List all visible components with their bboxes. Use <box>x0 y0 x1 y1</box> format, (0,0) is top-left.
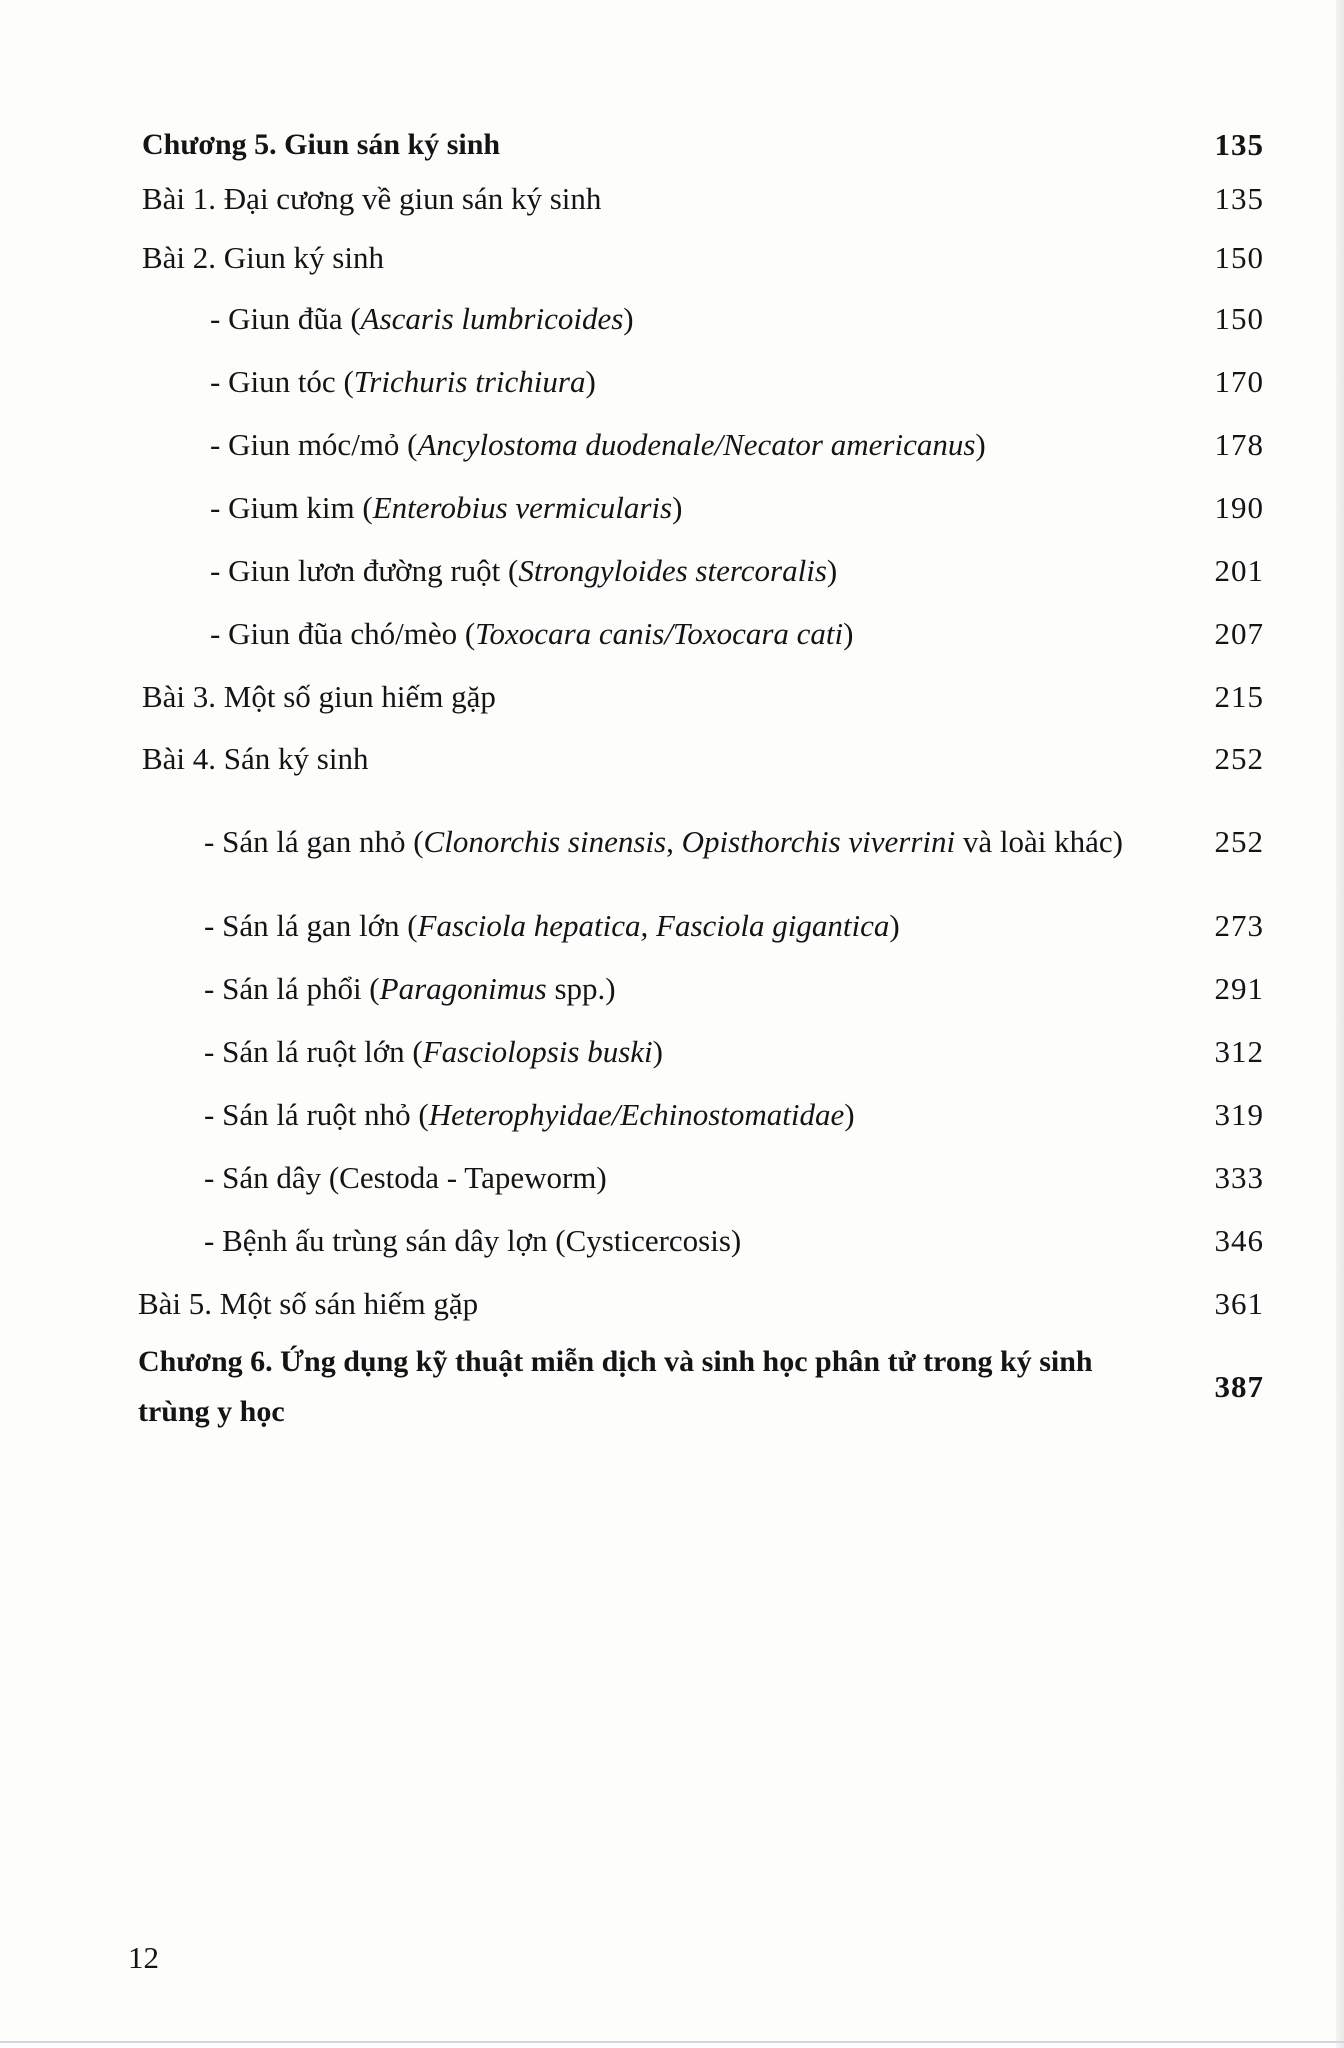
toc-entry-page: 201 <box>1214 552 1264 588</box>
toc-entry-title: - Sán lá ruột lớn (Fasciolopsis buski) <box>204 1033 663 1069</box>
page-edge <box>1336 0 1344 2048</box>
toc-san-la-ruot-nho[interactable] <box>136 1083 1264 1146</box>
toc-entry-title: - Giun đũa (Ascaris lumbricoides) <box>210 301 634 336</box>
toc-entry-title: Chương 5. Giun sán ký sinh <box>142 128 501 161</box>
toc-giun-dua[interactable] <box>142 288 1264 350</box>
toc-bai-5[interactable] <box>138 1272 1264 1335</box>
toc-entry-page: 207 <box>1214 615 1264 651</box>
toc-san-la-ruot-lon[interactable] <box>136 1020 1264 1083</box>
toc-entry-title: - Sán lá ruột nhỏ (Heterophyidae/Echinostomatidae) <box>204 1096 855 1132</box>
toc-entry-page: 319 <box>1214 1096 1264 1132</box>
toc-entry-title: - Giun đũa chó/mèo (Toxocara canis/Toxocara cati) <box>210 615 854 651</box>
toc-giun-moc[interactable] <box>142 413 1264 476</box>
toc-giun-toc[interactable] <box>142 350 1264 413</box>
toc-bai-2[interactable] <box>142 228 1264 288</box>
toc-san-la-gan-lon[interactable] <box>136 894 1264 957</box>
toc-entry-title: - Giun tóc (Trichuris trichiura) <box>210 363 596 399</box>
toc-entry-title: - Sán dây (Cestoda - Tapeworm) <box>204 1159 607 1195</box>
page-number: 12 <box>128 1940 159 1975</box>
toc-au-trung[interactable] <box>136 1209 1264 1272</box>
toc-bai-1[interactable] <box>142 170 1264 228</box>
toc-chapter-5[interactable] <box>142 120 1264 170</box>
toc-bai-4[interactable] <box>142 728 1264 790</box>
toc-entry-title: - Gium kim (Enterobius vermicularis) <box>210 489 683 525</box>
scan-bottom-line <box>0 2041 1344 2043</box>
toc-giun-luon[interactable] <box>142 539 1264 602</box>
toc-entry-page: 135 <box>1214 181 1264 216</box>
toc-chapter-6[interactable] <box>138 1335 1264 1439</box>
toc-giun-dua-cho[interactable] <box>142 602 1264 665</box>
toc-entry-page: 178 <box>1214 426 1264 462</box>
toc-entry-title: Bài 1. Đại cương về giun sán ký sinh <box>142 181 602 216</box>
toc-entry-page: 273 <box>1214 907 1264 943</box>
toc-entry-page: 346 <box>1214 1222 1264 1258</box>
toc-entry-page: 150 <box>1214 240 1264 275</box>
toc-entry-page: 135 <box>1214 127 1264 162</box>
toc-entry-page: 387 <box>1214 1369 1264 1404</box>
toc-san-day[interactable] <box>136 1146 1264 1209</box>
toc-entry-title: Chương 6. Ứng dụng kỹ thuật miễn dịch và sinh học phân tử trong ký sinh trùng y học <box>138 1345 1093 1428</box>
toc-entry-title: Bài 5. Một số sán hiếm gặp <box>138 1285 479 1321</box>
toc-san-la-gan-nho[interactable] <box>142 790 1264 894</box>
toc-entry-title: - Sán lá gan nhỏ (Clonorchis sinensis, Opisthorchis viverrini và loài khác) <box>204 824 1123 859</box>
toc-entry-page: 312 <box>1214 1033 1264 1069</box>
toc-entry-title: Bài 3. Một số giun hiếm gặp <box>142 678 496 714</box>
toc-entry-title: - Bệnh ấu trùng sán dây lợn (Cysticercosis) <box>204 1222 742 1258</box>
toc-entry-title: Bài 4. Sán ký sinh <box>142 741 369 776</box>
toc-entry-page: 252 <box>1214 824 1264 859</box>
toc-giun-kim[interactable] <box>142 476 1264 539</box>
toc-entry-title: - Sán lá phổi (Paragonimus spp.) <box>204 970 616 1006</box>
toc-entry-title: - Giun móc/mỏ (Ancylostoma duodenale/Necator americanus) <box>210 426 986 462</box>
toc-entry-title: - Giun lươn đường ruột (Strongyloides stercoralis) <box>210 552 838 588</box>
toc-entry-page: 215 <box>1214 678 1264 714</box>
toc-entry-page: 190 <box>1214 489 1264 525</box>
toc-bai-3[interactable] <box>142 665 1264 728</box>
toc-entry-page: 333 <box>1214 1159 1264 1195</box>
toc-entry-page: 150 <box>1214 301 1264 336</box>
toc-entry-title: Bài 2. Giun ký sinh <box>142 240 384 275</box>
toc-entry-page: 252 <box>1214 741 1264 776</box>
toc-san-la-phoi[interactable] <box>136 957 1264 1020</box>
toc-entry-page: 361 <box>1214 1285 1264 1321</box>
toc-entry-page: 291 <box>1214 970 1264 1006</box>
toc-entry-title: - Sán lá gan lớn (Fasciola hepatica, Fasciola gigantica) <box>204 907 900 943</box>
toc-entry-page: 170 <box>1214 363 1264 399</box>
table-of-contents <box>138 120 1264 1439</box>
